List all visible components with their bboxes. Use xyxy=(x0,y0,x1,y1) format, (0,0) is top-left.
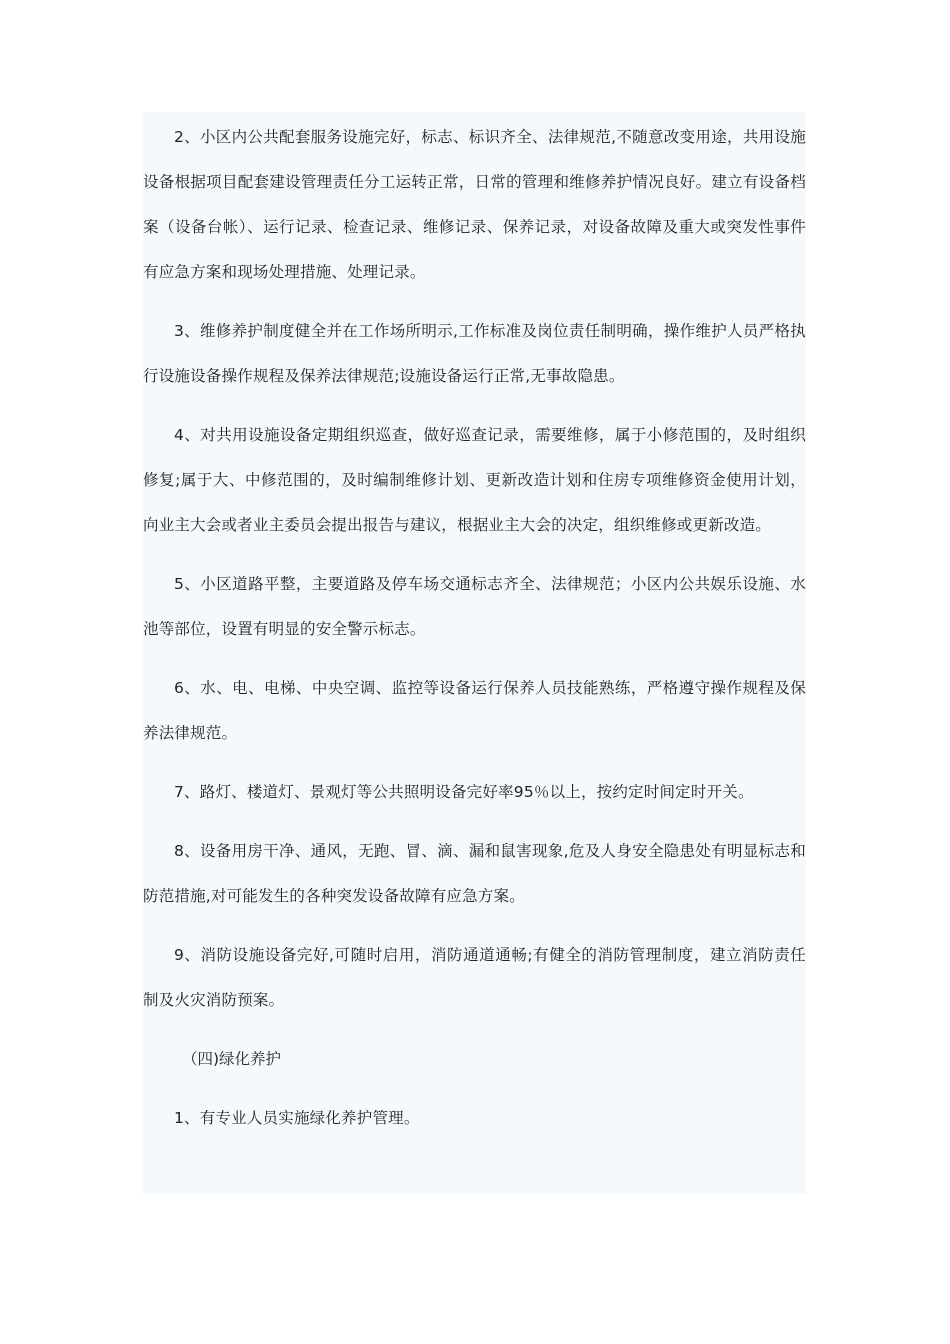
paragraph-gap xyxy=(143,1023,806,1037)
paragraph-item-9: 9、消防设施设备完好,可随时启用，消防通道通畅;有健全的消防管理制度，建立消防责任制及火灾消防预案。 xyxy=(143,946,806,1009)
paragraph-gap xyxy=(143,919,806,933)
paragraph-item-2: 2、小区内公共配套服务设施完好，标志、标识齐全、法律规范,不随意改变用途，共用设施设备根据项目配套建设管理责任分工运转正常，日常的管理和维修养护情况良好。建立有设备档案（设备台帐）、运行记录、检查记录、维修记录、保养记录，对设备故障及重大或突发性事件有应急方案和现场处理措施、处理记录。 xyxy=(143,128,806,281)
paragraph-item-6: 6、水、电、电梯、中央空调、监控等设备运行保养人员技能熟练，严格遵守操作规程及保养法律规范。 xyxy=(143,679,806,742)
paragraph-item-7: 7、路灯、楼道灯、景观灯等公共照明设备完好率95％以上，按约定时间定时开关。 xyxy=(174,783,754,801)
paragraph-gap xyxy=(143,548,806,562)
paragraph-gap xyxy=(143,815,806,829)
document-body xyxy=(143,112,806,1194)
section-heading: （四)绿化养护 xyxy=(182,1050,282,1068)
paragraph-gap xyxy=(143,652,806,666)
paragraph-item-8: 8、设备用房干净、通风，无跑、冒、滴、漏和鼠害现象,危及人身安全隐患处有明显标志和防范措施,对可能发生的各种突发设备故障有应急方案。 xyxy=(143,842,806,905)
paragraph-item-5: 5、小区道路平整，主要道路及停车场交通标志齐全、法律规范；小区内公共娱乐设施、水池等部位，设置有明显的安全警示标志。 xyxy=(143,575,806,638)
paragraph-item-greening-1: 1、有专业人员实施绿化养护管理。 xyxy=(174,1109,420,1127)
paragraph-gap xyxy=(143,1082,806,1096)
paragraph-gap xyxy=(143,295,806,309)
paragraph-gap xyxy=(143,756,806,770)
paragraph-item-3: 3、维修养护制度健全并在工作场所明示,工作标准及岗位责任制明确，操作维护人员严格执行设施设备操作规程及保养法律规范;设施设备运行正常,无事故隐患。 xyxy=(143,322,806,385)
paragraph-gap xyxy=(143,399,806,413)
paragraph-item-4: 4、对共用设施设备定期组织巡查，做好巡查记录，需要维修，属于小修范围的，及时组织修复;属于大、中修范围的，及时编制维修计划、更新改造计划和住房专项维修资金使用计划，向业主大会或者业主委员会提出报告与建议，根据业主大会的决定，组织维修或更新改造。 xyxy=(143,426,806,534)
